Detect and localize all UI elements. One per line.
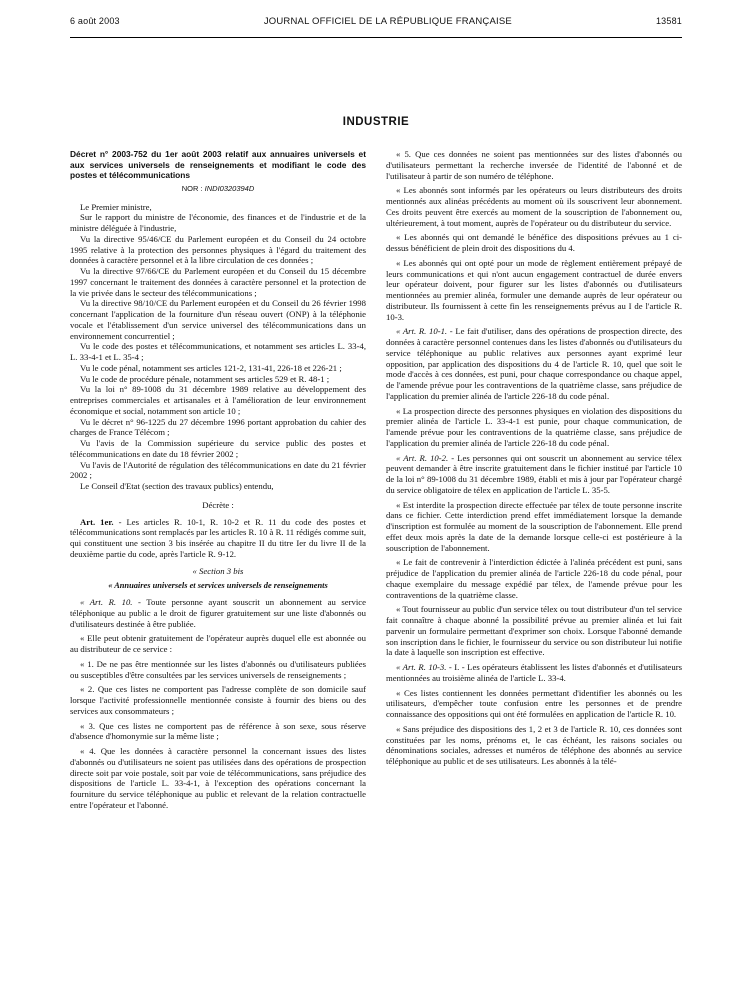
article-r10-3 bbox=[386, 662, 682, 684]
preamble-line: Vu l'avis de la Commission supérieure du service public des postes et télécommunications en date du 18 février 2002 ; bbox=[70, 438, 366, 459]
paragraph: « Les abonnés sont informés par les opérateurs ou leurs distributeurs des droits mentionnés aux alinéas précédents au moment où ils souscrivent leur abonnement. Ces droits peuvent être exercés au moment de la souscription de l'abonnement ou, ultérieurement, à tout moment, auprès de l'opérateur ou du distributeur du service. bbox=[386, 185, 682, 228]
article-1 bbox=[70, 517, 366, 560]
paragraph: « La prospection directe des personnes physiques en violation des dispositions du premier alinéa de l'article L. 33-4-1 est punie, pour chaque communication, de l'amende prévue pour les contraventions de la quatrième classe, sans préjudice de l'application du premier alinéa de l'article 226-18 du code pénal. bbox=[386, 405, 682, 448]
paragraph: « Ces listes contiennent les données permettant d'identifier les abonnés ou les utilisateurs, d'empêcher toute confusion entre les personnes et de prendre connaissance des oppositions qui ont été formulées en application de l'article R. 10. bbox=[386, 687, 682, 719]
paragraph: « Elle peut obtenir gratuitement de l'opérateur auprès duquel elle est abonnée ou au distributeur de ce service : bbox=[70, 633, 366, 654]
running-header bbox=[70, 16, 682, 38]
paragraph: « Est interdite la prospection directe effectuée par télex de toute personne inscrite dans ce fichier. Cette interdiction prend effet immédiatement lorsque la demande d'inscription est formulée au moment de la souscription de l'abonnement. Elle prend effet deux mois après la date de la demande lorsque celle-ci est postérieure à la souscription de l'abonnement. bbox=[386, 499, 682, 553]
paragraph: « 5. Que ces données ne soient pas mentionnées sur des listes d'abonnés ou d'utilisateurs permettant la recherche inversée de l'identité de l'abonné et de l'utilisateur à partir de son numéro de téléphone. bbox=[386, 149, 682, 181]
paragraph: « 4. Que les données à caractère personnel la concernant issues des listes d'abonnés ou d'utilisateurs ne soient pas utilisées dans des opérations de prospection directe soit par voie postale, soit par voie de télécommunications, sans préjudice des dispositions de l'article L. 33-4-1, à l'exception des opérations concernant la fourniture du service téléphonique au public et relevant de la relation contractuelle entre l'opérateur et l'abonné. bbox=[70, 746, 366, 810]
article-1-label: Art. 1er. bbox=[80, 516, 114, 527]
paragraph: « Tout fournisseur au public d'un service télex ou tout distributeur d'un tel service fait connaître à chaque abonné la possibilité prévue au premier alinéa et lui fait parvenir un formulaire permettant d'exprimer son choix. Lorsque l'abonné demande son inscription dans le fichier, le fournisseur du service ou son distributeur lui notifie la date à laquelle son inscription est effective. bbox=[386, 604, 682, 658]
article-r10-text: - Toute personne ayant souscrit un abonnement au service téléphonique au public a le droit de figurer gratuitement sur une liste d'abonnés ou d'utilisateurs destinée à être publiée. bbox=[70, 597, 366, 629]
right-column bbox=[386, 149, 682, 811]
paragraph: « Sans préjudice des dispositions des 1, 2 et 3 de l'article R. 10, ces données sont constituées par les noms, prénoms et, le cas échéant, les raisons sociales ou dénominations sociales, adresses et numéros de téléphone des abonnés au service téléphonique au public et de ses utilisateurs. Les abonnés à la télé- bbox=[386, 723, 682, 766]
article-r10-2-text: - Les personnes qui ont souscrit un abonnement au service télex peuvent demander à être inscrite gratuitement dans le fichier institué par l'article 10 de la loi n° 89-1008 du 31 décembre 1989, établi et mis à jour par l'opérateur chargé du service obligatoire de télex en application de l'article L. 35-5. bbox=[386, 452, 683, 495]
paragraph: « Le fait de contrevenir à l'interdiction édictée à l'alinéa précédent est puni, sans préjudice de l'application du premier alinéa de l'article 226-18 du code pénal, pour chaque exemplaire du message expédié par télex, de l'amende prévue pour les contraventions de la quatrième classe. bbox=[386, 557, 682, 600]
article-r10-2 bbox=[386, 453, 682, 496]
section-3bis-heading: « Section 3 bis bbox=[192, 565, 244, 576]
nor-reference bbox=[70, 184, 366, 193]
paragraph: « Les abonnés qui ont opté pour un mode de règlement entièrement prépayé de leurs communications et qui n'ont aucun engagement contractuel de durée envers leur opérateur doivent, pour figurer sur les listes d'abonnés ou d'utilisateurs mentionnées au premier alinéa, formuler une demande auprès de leur opérateur ou distributeur. Ils fournissent à cette fin les renseignements prévus au I de l'article R. 10-3. bbox=[386, 257, 682, 322]
article-1-text: - Les articles R. 10-1, R. 10-2 et R. 11 du code des postes et télécommunications sont remplacés par les articles R. 10 à R. 11 rédigés comme suit, qui constituent une section 3 bis insérée au chapitre II du titre Ier du livre II de la deuxième partie du code, après l'article R. 9-12. bbox=[70, 516, 367, 559]
section-title: INDUSTRIE bbox=[342, 116, 410, 128]
nor-code: INDI0320394D bbox=[204, 183, 255, 193]
paragraph: « 3. Que ces listes ne comportent pas de référence à son sexe, sous réserve d'absence d'homonymie sur la même liste ; bbox=[70, 720, 366, 742]
paragraph: « 2. Que ces listes ne comportent pas l'adresse complète de son domicile sauf lorsque l'activité professionnelle mentionnée consiste à fournir des biens ou des services aux consommateurs ; bbox=[70, 684, 366, 716]
article-r10-1-label: « Art. R. 10-1. bbox=[396, 326, 448, 337]
article-r10-label: « Art. R. 10. bbox=[80, 597, 133, 607]
subsection-heading: « Annuaires universels et services universels de renseignements bbox=[108, 581, 328, 591]
decrete-heading: Décrète : bbox=[202, 499, 234, 510]
article-r10 bbox=[70, 597, 366, 629]
nor-label: NOR : bbox=[181, 183, 203, 193]
preamble-line: Le Conseil d'Etat (section des travaux publics) entendu, bbox=[80, 481, 274, 491]
decree-title: Décret n° 2003-752 du 1er août 2003 relatif aux annuaires universels et aux services universels de renseignements et modifiant le code des postes et télécommunications bbox=[70, 149, 366, 180]
text-columns bbox=[70, 149, 682, 811]
preamble-line: Vu la directive 97/66/CE du Parlement européen et du Conseil du 15 décembre 1997 concernant le traitement des données à caractère personnel et la protection de la vie privée dans le secteur des télécommunications ; bbox=[70, 266, 366, 298]
preamble-line: Vu l'avis de l'Autorité de régulation des télécommunications en date du 21 février 2002 ; bbox=[70, 459, 366, 481]
preamble-line: Vu le code des postes et télécommunications, et notamment ses articles L. 33-4, L. 33-4-1 et L. 35-4 ; bbox=[70, 341, 366, 362]
preamble-line: Vu le code de procédure pénale, notamment ses articles 529 et R. 48-1 ; bbox=[80, 373, 330, 384]
preamble-line: Vu le décret n° 96-1225 du 27 décembre 1996 portant approbation du cahier des charges de France Télécom ; bbox=[70, 416, 366, 438]
preamble-line: Vu la loi n° 89-1008 du 31 décembre 1989 relative au développement des entreprises commerciales et artisanales et à l'amélioration de leur environnement économique et social, notamment son article 10 ; bbox=[70, 384, 366, 416]
header-date: 6 août 2003 bbox=[70, 16, 120, 26]
paragraph: « 1. De ne pas être mentionnée sur les listes d'abonnés ou d'utilisateurs publiées ou susceptibles d'être consultées par les services universels de renseignements ; bbox=[70, 658, 366, 680]
preamble-line: Vu la directive 95/46/CE du Parlement européen et du Conseil du 24 octobre 1995 relative à la protection des personnes physiques à l'égard du traitement des données à caractère personnel et à la libre circulation de ces données ; bbox=[70, 233, 366, 266]
left-column bbox=[70, 149, 366, 811]
preamble-line: Le Premier ministre, bbox=[80, 201, 152, 212]
article-r10-3-text: - I. - Les opérateurs établissent les listes d'abonnés et d'utilisateurs mentionnées au troisième alinéa de l'article L. 33-4. bbox=[386, 662, 682, 683]
preamble-line: Vu la directive 98/10/CE du Parlement européen et du Conseil du 26 février 1998 concernant l'application de la fourniture d'un réseau ouvert (ONP) à la téléphonie vocale et l'établissement d'un service universel des télécommunications dans un environnement concurrentiel ; bbox=[70, 298, 366, 341]
article-r10-2-label: « Art. R. 10-2. bbox=[396, 452, 449, 463]
preamble-line: Vu le code pénal, notamment ses articles 121-2, 131-41, 226-18 et 226-21 ; bbox=[80, 362, 342, 373]
article-r10-1 bbox=[386, 326, 682, 401]
article-r10-1-text: - Le fait d'utiliser, dans des opérations de prospection directe, des données à caractère personnel contenues dans les listes d'abonnés ou d'utilisateurs du service téléphonique au public relatives aux personnes ayant exprimé leur opposition, par application des dispositions du 4 de l'article R. 10, quel que soit le mode d'accès à ces données, est puni, pour chaque correspondance ou chaque appel, de l'amende prévue pour les contraventions de la quatrième classe, sans préjudice de l'application du premier alinéa de l'article 226-18 du code pénal. bbox=[386, 326, 682, 401]
preamble-line: Sur le rapport du ministre de l'économie, des finances et de l'industrie et de la ministre déléguée à l'industrie, bbox=[70, 212, 366, 233]
header-journal-title: JOURNAL OFFICIEL DE LA RÉPUBLIQUE FRANÇAISE bbox=[263, 16, 512, 27]
paragraph: « Les abonnés qui ont demandé le bénéfice des dispositions prévues au 1 ci-dessus bénéficient de plein droit des dispositions du 4. bbox=[386, 232, 682, 253]
header-page-number: 13581 bbox=[655, 16, 682, 26]
article-r10-3-label: « Art. R. 10-3. bbox=[396, 662, 447, 672]
